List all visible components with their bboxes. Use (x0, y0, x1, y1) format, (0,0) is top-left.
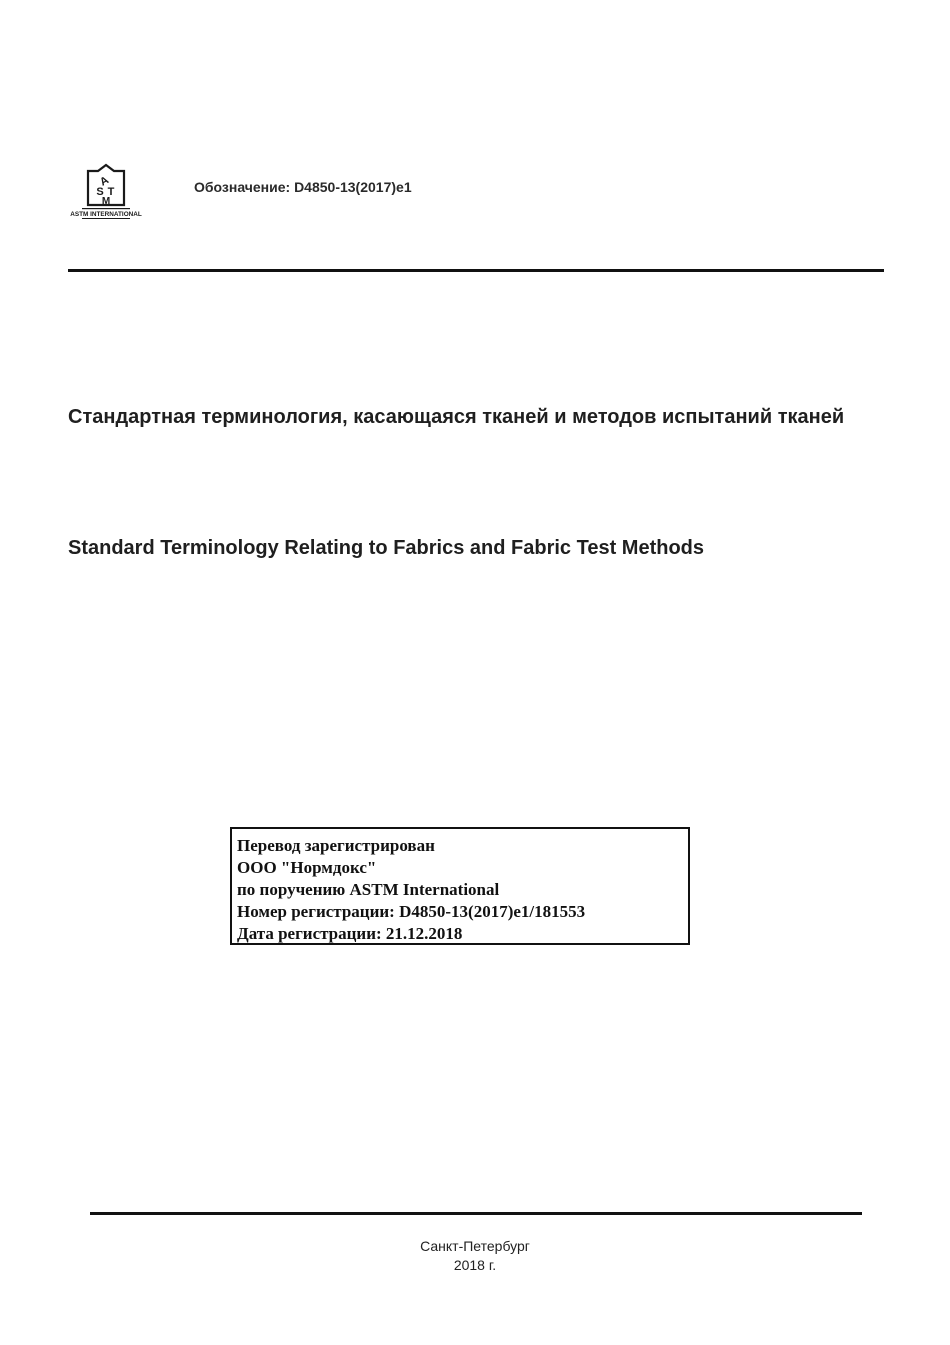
astm-logo (70, 163, 142, 223)
registration-line-status: Перевод зарегистрирован (237, 836, 435, 855)
footer (0, 1237, 950, 1275)
title-english: Standard Terminology Relating to Fabrics and Fabric Test Methods (68, 537, 705, 559)
svg-text:S: S (96, 186, 104, 198)
registration-line-date: Дата регистрации: 21.12.2018 (237, 924, 463, 943)
title-russian: Стандартная терминология, касающаяся тканей и методов испытаний тканей (68, 406, 845, 428)
astm-logo-wordmark: ASTM INTERNATIONAL (70, 211, 142, 218)
footer-city: Санкт-Петербург (420, 1238, 530, 1254)
registration-line-commission: по поручению ASTM International (237, 880, 500, 899)
top-divider (68, 269, 884, 272)
bottom-divider (90, 1212, 862, 1215)
footer-year: 2018 г. (453, 1257, 497, 1273)
svg-text:T: T (107, 186, 115, 198)
designation-label: Обозначение: D4850-13(2017)e1 (194, 179, 412, 195)
svg-text:M: M (101, 196, 111, 207)
svg-text:A: A (98, 174, 111, 189)
astm-logo-icon (70, 163, 142, 223)
registration-line-number: Номер регистрации: D4850-13(2017)e1/181553 (237, 902, 586, 921)
registration-box (230, 827, 690, 945)
registration-line-company: ООО "Нормдокс" (237, 858, 377, 877)
